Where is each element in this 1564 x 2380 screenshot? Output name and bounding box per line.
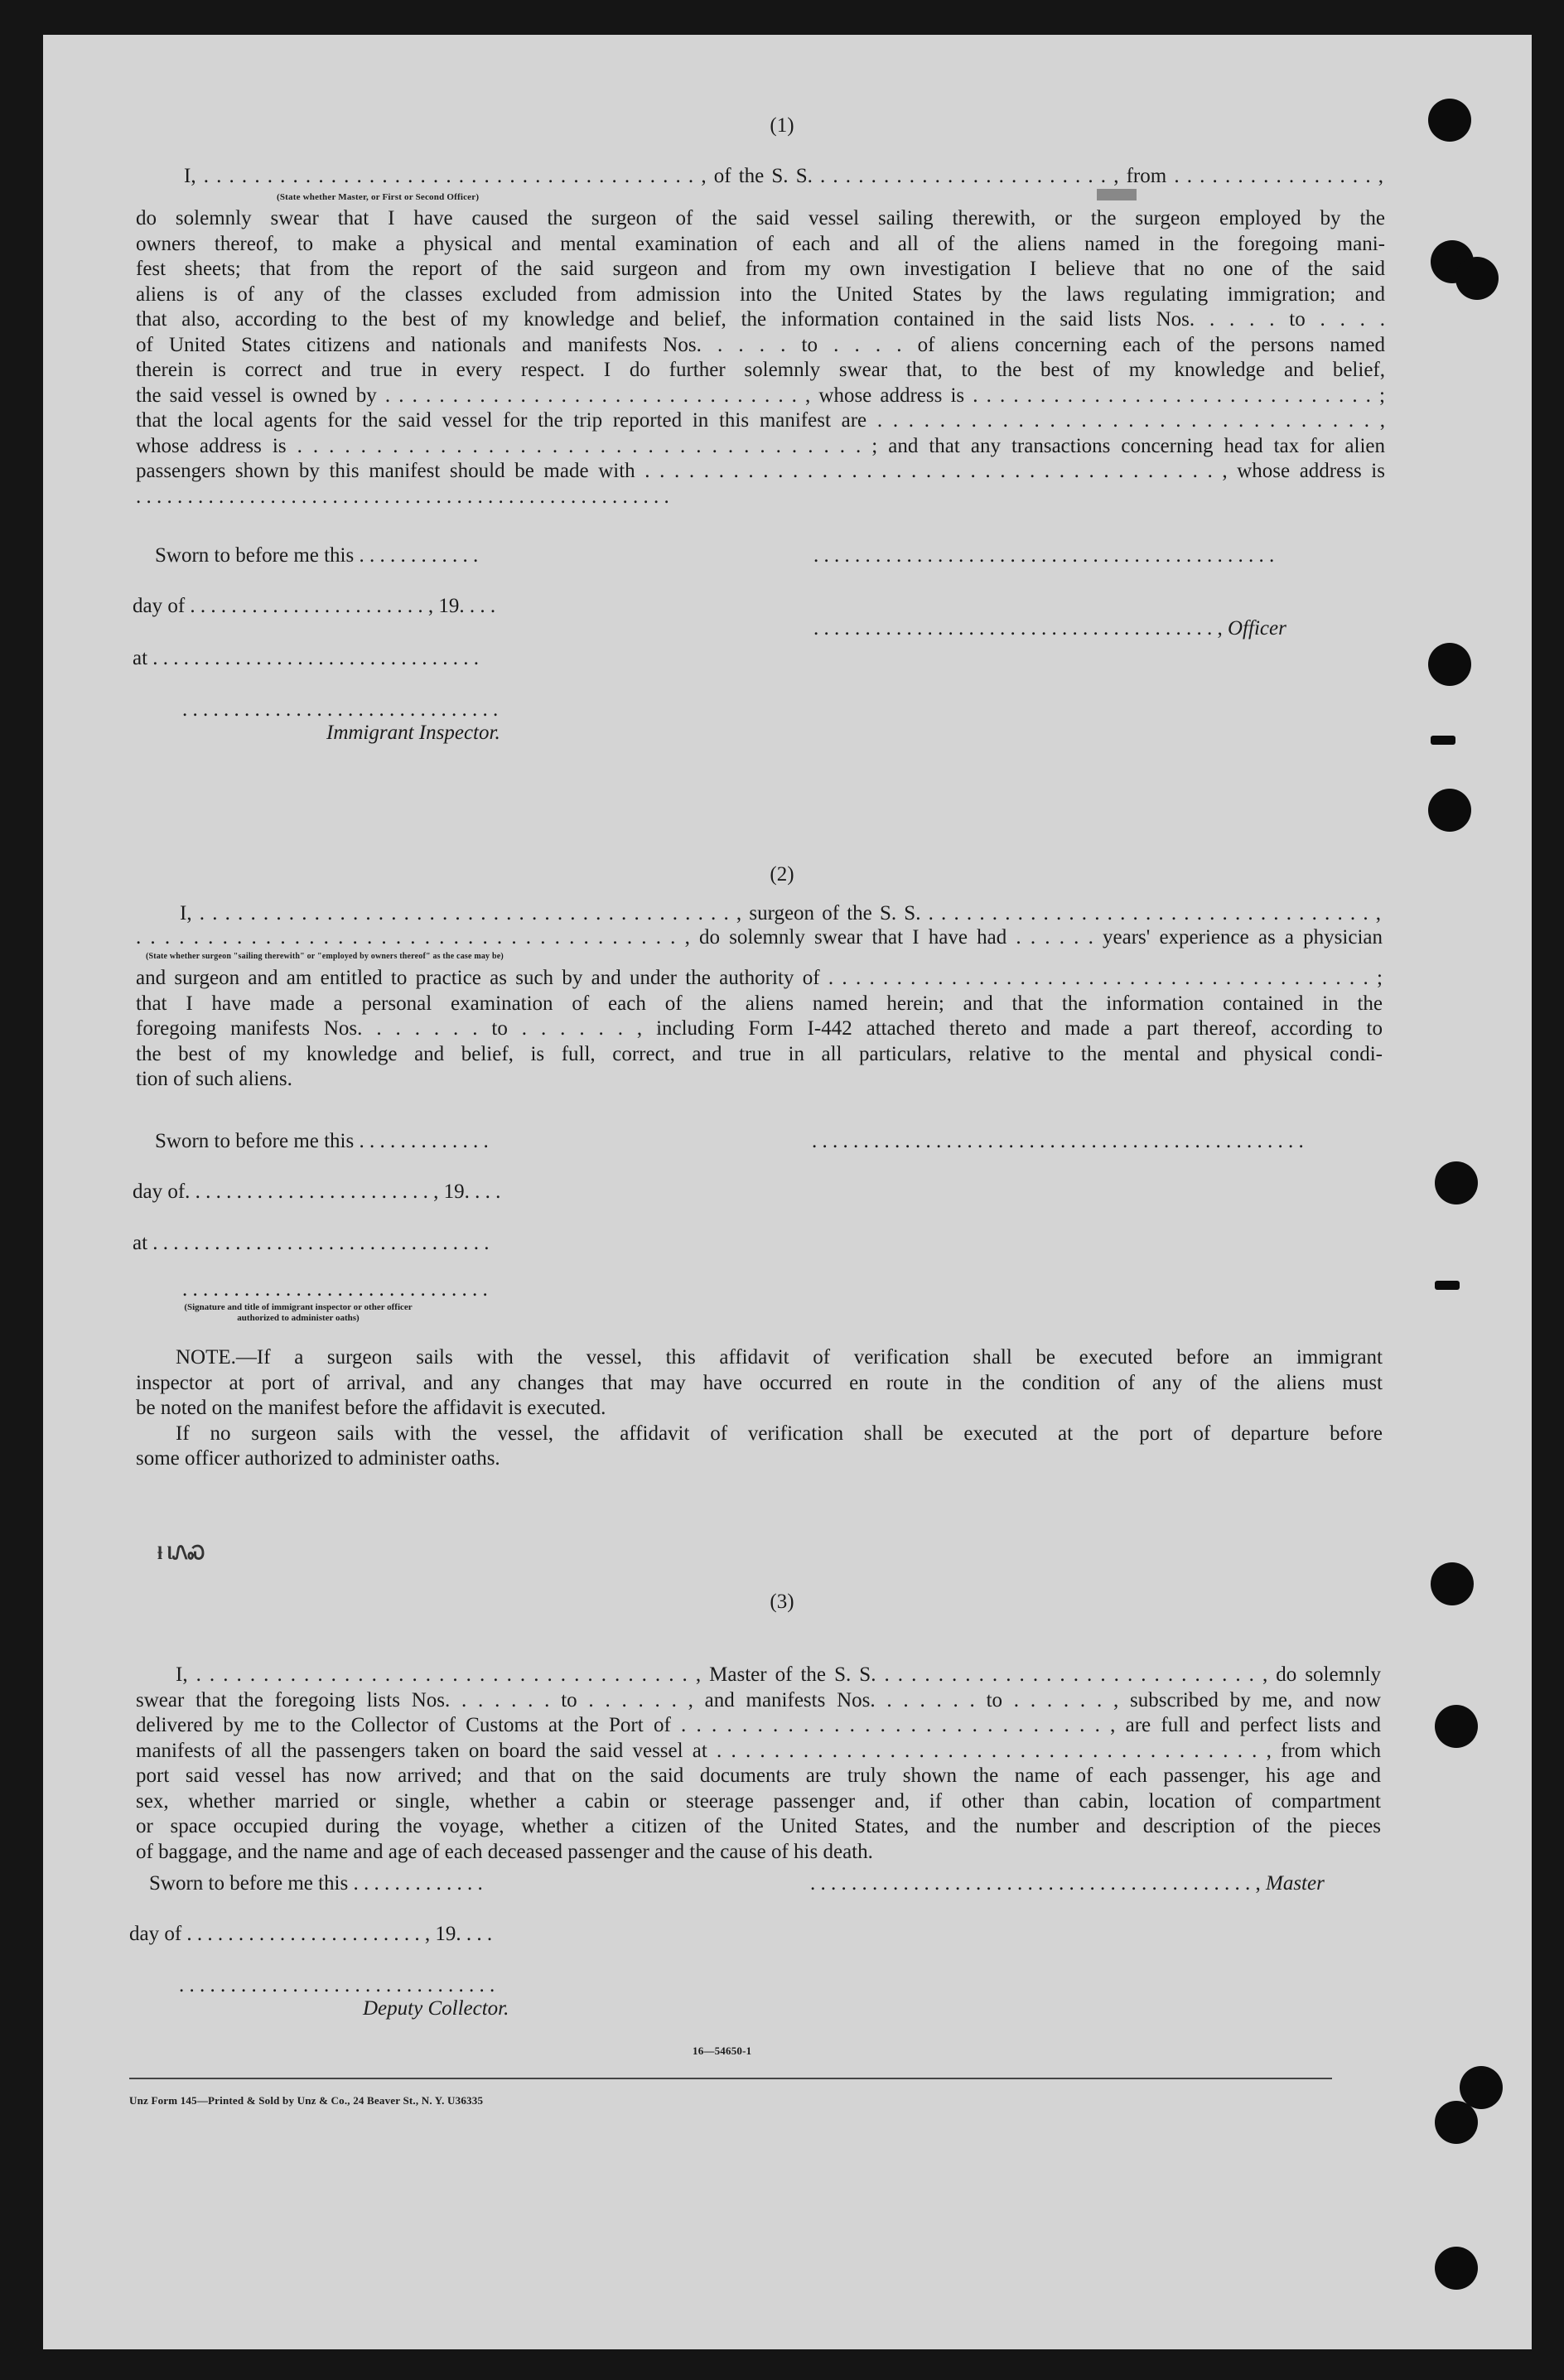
punch-hole bbox=[1455, 257, 1499, 300]
body-line: the said vessel is owned by . . . . . . . . . . . . . . . . . . . . . . . . . . . . . . . , whose address is . . . . . . . . . . . . . . . . . . . . . . . . . . . . . . ; bbox=[136, 384, 1385, 407]
section-3-body bbox=[136, 1663, 1381, 1865]
body-line: I, . . . . . . . . . . . . . . . . . . . . . . . . . . . . . . . . . . . . . , Master of the S. S. . . . . . . . . . . . . . . . . . . . . . . . . . . . . , do solemnly bbox=[176, 1663, 1381, 1686]
body-line: of baggage, and the name and age of each deceased passenger and the cause of his death. bbox=[136, 1840, 873, 1863]
punch-hole bbox=[1428, 643, 1471, 686]
signature-caption: (Signature and title of immigrant inspector or other officer authorized to administer oaths) bbox=[184, 1302, 413, 1323]
note-line: some officer authorized to administer oaths. bbox=[136, 1447, 500, 1470]
section-2-caption: (State whether surgeon "sailing therewith" or "employed by owners thereof" as the case may be) bbox=[146, 952, 504, 961]
punch-hole bbox=[1435, 2101, 1478, 2144]
body-line: aliens is of any of the classes excluded from admission into the United States by the laws regulating immigration; and bbox=[136, 282, 1385, 306]
punch-hole bbox=[1428, 789, 1471, 832]
note-line: If no surgeon sails with the vessel, the affidavit of verification shall be executed at the port of departure before bbox=[176, 1422, 1383, 1445]
section-1-title: (1) bbox=[770, 114, 794, 137]
day-line: day of . . . . . . . . . . . . . . . . . . . . . . . , 19. . . . bbox=[129, 1923, 493, 1945]
handwritten-mark: ƚ ƖᏁᏍ bbox=[157, 1542, 205, 1563]
punch-hole bbox=[1435, 1705, 1478, 1748]
body-line: fest sheets; that from the report of the said surgeon and from my own investigation I believe that no one of the said bbox=[136, 258, 1385, 280]
body-line: whose address is . . . . . . . . . . . . . . . . . . . . . . . . . . . . . . . . . . . . ; and that any transactions concerning head tax for alien bbox=[136, 434, 1385, 457]
signature-line: . . . . . . . . . . . . . . . . . . . . . . . . . . . . . . . . . . . . . . . . . . . . . bbox=[813, 544, 1275, 567]
body-line: or space occupied during the voyage, whether a citizen of the United States, and the number and description of the pieces bbox=[136, 1815, 1381, 1837]
punch-hole bbox=[1435, 1161, 1478, 1204]
body-line: that the local agents for the said vessel for the trip reported in this manifest are . . . . . . . . . . . . . . . . . . . . . . . . . . . . . . . . , bbox=[136, 409, 1385, 432]
body-line: swear that the foregoing lists Nos. . . . . . . to . . . . . . , and manifests Nos. . . . . . . to . . . . . . , subscribed by me, and now bbox=[136, 1688, 1381, 1711]
body-line: of United States citizens and nationals and manifests Nos. . . . . to . . . . of aliens concerning each of the persons named bbox=[136, 333, 1385, 356]
section-2-title: (2) bbox=[770, 863, 794, 886]
punch-mark bbox=[1431, 736, 1455, 745]
section-2-line-1: I, . . . . . . . . . . . . . . . . . . . . . . . . . . . . . . . . . . . . . . . . . . , surgeon of the S. S. . . . . . . . . . . . . . . . . . . . . . . . . . . . . . . . . . . . , bbox=[180, 902, 1381, 924]
body-line: port said vessel has now arrived; and that on the said documents are truly shown the name of each passenger, his age and bbox=[136, 1764, 1381, 1787]
section-3-title: (3) bbox=[770, 1591, 794, 1613]
body-line: therein is correct and true in every respect. I do further solemnly swear that, to the best of my knowledge and belief, bbox=[136, 359, 1385, 381]
body-line: . . . . . . . . . . . . . . . . . . . . . . . . . . . . . . . . . . . . . . . . . . . . . . . . . . . . bbox=[136, 485, 669, 508]
sworn-line: Sworn to before me this . . . . . . . . . . . . . bbox=[149, 1872, 483, 1895]
body-line: manifests of all the passengers taken on board the said vessel at . . . . . . . . . . . . . . . . . . . . . . . . . . . . . . . . . . . . . . , from which bbox=[136, 1739, 1381, 1762]
body-line: that I have made a personal examination of each of the aliens named herein; and that the information contained in the bbox=[136, 992, 1383, 1015]
at-line: at . . . . . . . . . . . . . . . . . . . . . . . . . . . . . . . . bbox=[133, 647, 480, 669]
printer-footer: Unz Form 145—Printed & Sold by Unz & Co., 24 Beaver St., N. Y. U36335 bbox=[129, 2094, 484, 2107]
footer-rule bbox=[129, 2078, 1332, 2079]
sworn-line: Sworn to before me this . . . . . . . . . . . . . bbox=[155, 1130, 489, 1152]
officer-label: Officer bbox=[1228, 617, 1286, 640]
master-dots: . . . . . . . . . . . . . . . . . . . . . . . . . . . . . . . . . . . . . . . . . . . , bbox=[810, 1872, 1261, 1895]
form-number: 16—54650-1 bbox=[693, 2044, 752, 2057]
section-2-line-2: . . . . . . . . . . . . . . . . . . . . . . . . . . . . . . . . . . . . . . , do solemnly swear that I have had . . . . . . years' experience as a physician bbox=[136, 926, 1383, 949]
body-line: that also, according to the best of my knowledge and belief, the information contained in the said lists Nos. . . . . to . . . . bbox=[136, 308, 1385, 331]
sworn-line: Sworn to before me this . . . . . . . . . . . . bbox=[155, 544, 479, 567]
deputy-label: Deputy Collector. bbox=[363, 1997, 509, 2020]
note-line: NOTE.—If a surgeon sails with the vessel, this affidavit of verification shall be executed before an immigrant bbox=[176, 1346, 1383, 1369]
stamp-mark bbox=[1097, 189, 1137, 200]
day-line: day of . . . . . . . . . . . . . . . . . . . . . . . , 19. . . . bbox=[133, 595, 496, 617]
body-line: tion of such aliens. bbox=[136, 1068, 292, 1090]
signature-dots: . . . . . . . . . . . . . . . . . . . . . . . . . . . . . . bbox=[182, 1278, 488, 1301]
section-1-caption: (State whether Master, or First or Second Officer) bbox=[277, 192, 480, 202]
punch-mark bbox=[1435, 1281, 1460, 1290]
body-line: owners thereof, to make a physical and mental examination of each and all of the aliens named in the foregoing mani- bbox=[136, 232, 1385, 255]
form-page bbox=[43, 35, 1532, 2349]
officer-line bbox=[813, 616, 1286, 641]
punch-hole bbox=[1435, 2247, 1478, 2290]
body-line: and surgeon and am entitled to practice as such by and under the authority of . . . . . . . . . . . . . . . . . . . . . . . . . . . . . . . . . . . . . . . . ; bbox=[136, 967, 1383, 989]
day-line: day of. . . . . . . . . . . . . . . . . . . . . . . . , 19. . . . bbox=[133, 1180, 501, 1203]
master-label: Master bbox=[1266, 1872, 1325, 1895]
body-line: sex, whether married or single, whether a cabin or steerage passenger and, if other than cabin, location of compartment bbox=[136, 1789, 1381, 1813]
note-line: be noted on the manifest before the affidavit is executed. bbox=[136, 1397, 606, 1419]
body-line: the best of my knowledge and belief, is full, correct, and true in all particulars, relative to the mental and physical condi- bbox=[136, 1042, 1383, 1065]
at-line: at . . . . . . . . . . . . . . . . . . . . . . . . . . . . . . . . . bbox=[133, 1232, 490, 1254]
body-line: delivered by me to the Collector of Customs at the Port of . . . . . . . . . . . . . . . . . . . . . . . . . . . . , are full and perfect lists and bbox=[136, 1714, 1381, 1736]
section-2-body bbox=[136, 966, 1383, 1093]
section-2-note bbox=[136, 1345, 1383, 1472]
body-line: do solemnly swear that I have caused the surgeon of the said vessel sailing therewith, or the surgeon employed by the bbox=[136, 207, 1385, 229]
inspector-label: Immigrant Inspector. bbox=[326, 722, 500, 744]
body-line: foregoing manifests Nos. . . . . . . to . . . . . . , including Form I-442 attached thereto and made a part thereof, according to bbox=[136, 1017, 1383, 1040]
inspector-dots: . . . . . . . . . . . . . . . . . . . . . . . . . . . . . . . bbox=[182, 698, 499, 721]
signature-line: . . . . . . . . . . . . . . . . . . . . . . . . . . . . . . . . . . . . . . . . . . . . . . . . bbox=[812, 1130, 1304, 1152]
section-1-body bbox=[136, 206, 1385, 509]
officer-dots: . . . . . . . . . . . . . . . . . . . . . . . . . . . . . . . . . . . . . . . , bbox=[813, 617, 1223, 640]
deputy-dots: . . . . . . . . . . . . . . . . . . . . . . . . . . . . . . . bbox=[179, 1974, 495, 1996]
section-1-line-1: I, . . . . . . . . . . . . . . . . . . . . . . . . . . . . . . . . . . . . . . . , of the S. S. . . . . . . . . . . . . . . . . . . . . . . . , from . . . . . . . . . . . . . . . . , bbox=[184, 165, 1383, 187]
note-line: inspector at port of arrival, and any changes that may have occurred en route in the condition of any of the aliens must bbox=[136, 1371, 1383, 1394]
body-line: passengers shown by this manifest should be made with . . . . . . . . . . . . . . . . . . . . . . . . . . . . . . . . . . . . . . . , whose address is bbox=[136, 460, 1385, 482]
master-line bbox=[810, 1871, 1325, 1896]
